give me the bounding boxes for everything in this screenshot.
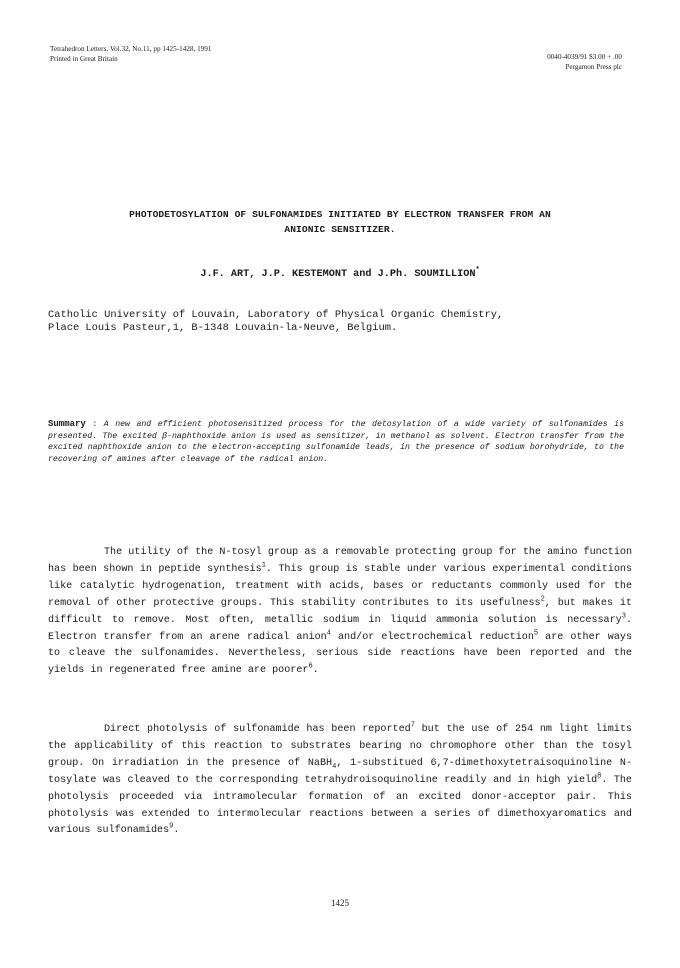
summary-abstract (48, 419, 624, 465)
reference-superscript: 4 (326, 629, 331, 638)
printed-in-line: Printed in Great Britain (50, 55, 118, 63)
citation-line: Tetrahedron Letters, Vol.32, No.11, pp 1425-1428, 1991 (50, 45, 212, 53)
reference-superscript: 6 (308, 662, 313, 671)
title-line-1: PHOTODETOSYLATION OF SULFONAMIDES INITIATED BY ELECTRON TRANSFER FROM AN (129, 209, 551, 220)
body-text: but the use of 254 nm light limits the applicability of this reaction to substrates bearing no chromophore other than the tosyl group. On irradiation in the presence of NaBH (48, 724, 632, 769)
reference-superscript: 1 (261, 561, 266, 570)
body-paragraph-1 (48, 545, 632, 680)
reference-superscript: 5 (533, 629, 539, 638)
corresponding-author-mark: * (475, 266, 480, 275)
affiliation-line-1: Catholic University of Louvain, Laboratory of Physical Organic Chemistry, (48, 309, 504, 321)
body-text: and/or electrochemical reduction (330, 631, 534, 643)
body-text: . (312, 665, 319, 677)
reference-superscript: 7 (410, 721, 415, 730)
publisher-name: Pergamon Press plc (565, 63, 622, 71)
title-line-2: ANIONIC SENSITIZER. (284, 224, 396, 235)
body-text: . (173, 825, 180, 837)
author-list (60, 266, 620, 280)
price-code: 0040-4039/91 $3.00 + .00 (547, 53, 622, 61)
chemical-subscript: 4 (332, 762, 337, 771)
paper-title (60, 207, 620, 237)
affiliation (48, 309, 638, 334)
publisher-info (422, 52, 622, 72)
body-text: The utility of the N-tosyl group as a removable protecting group for the amino function has been shown in peptide synthesis (48, 547, 632, 575)
summary-label: Summary (48, 419, 86, 429)
reference-superscript: 3 (621, 612, 626, 621)
affiliation-line-2: Place Louis Pasteur,1, B-1348 Louvain-la-Neuve, Belgium. (48, 321, 398, 334)
body-text: , 1-substitued 6,7-dimethoxytetraisoquinoline N-tosylate was cleaved to the corresponding tetrahydroisoquinoline readily and in high yield (48, 757, 633, 786)
summary-separator: : (85, 420, 104, 429)
body-text: . This group is stable under various experimental conditions like catalytic hydrogenation, treatment with acids, bases or reductants commonly used for the removal of other protective groups. This stability contributes to its usefulness (48, 563, 632, 609)
body-text: , but makes it difficult to remove. Most often, metallic sodium in liquid ammonia solution is necessary (48, 597, 632, 626)
reference-superscript: 2 (540, 595, 545, 604)
summary-text: A new and efficient photosensitized process for the detosylation of a wide variety of sulfonamides is presented. The excited β-naphthoxide anion is used as sensitizer, in methanol as solvent. Electron transfer from the excited naphthoxide anion to the electron-accepting sulfonamide leads, in the presence of sodium borohydride, to the recovering of amines after cleavage of the radical anion. (48, 420, 624, 464)
page-number: 1425 (331, 898, 349, 908)
body-text: are other ways to cleave the sulfonamides. Nevertheless, serious side reactions have been reported and the yields in regenerated free amine are poorer (48, 631, 633, 677)
body-text: . Electron transfer from an arene radical anion (48, 614, 632, 643)
body-text: Direct photolysis of sulfonamide has been reported (104, 724, 411, 735)
journal-citation (50, 44, 350, 64)
reference-superscript: 8 (597, 772, 602, 781)
reference-superscript: 9 (169, 823, 174, 832)
body-text: . The photolysis proceeded via intramolecular formation of an excited donor-acceptor pair. This photolysis was extended to intermolecular reactions between a series of dimethoxyaromatics and various sulfonamides (48, 774, 632, 837)
author-names: J.F. ART, J.P. KESTEMONT and J.Ph. SOUMILLION (200, 269, 476, 280)
body-paragraph-2 (48, 722, 632, 840)
